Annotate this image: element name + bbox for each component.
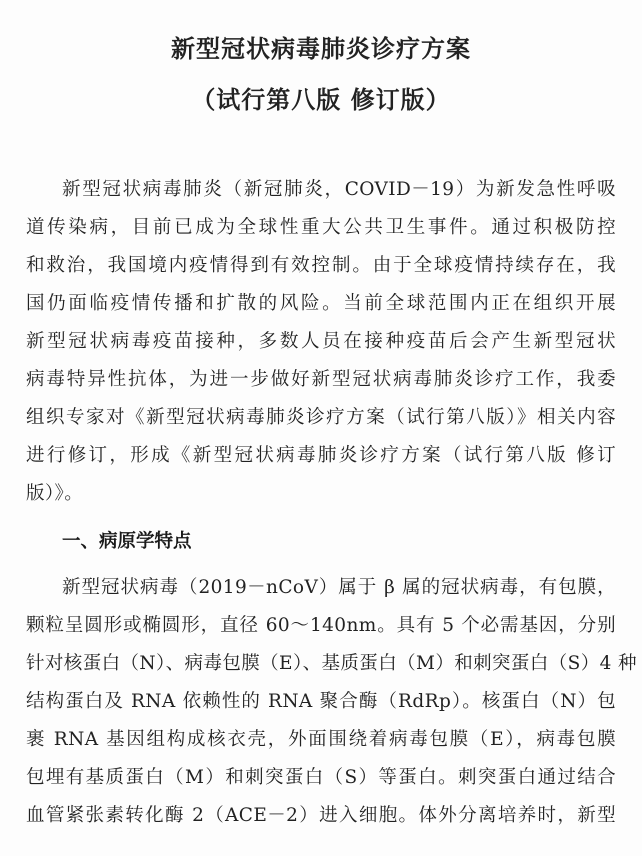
intro-line: 道传染病，目前已成为全球性重大公共卫生事件。通过积极防控 bbox=[26, 217, 616, 238]
document-subtitle: （试行第八版 修订版） bbox=[191, 85, 451, 114]
section-line: 血管紧张素转化酶 2（ACE－2）进入细胞。体外分离培养时，新型 bbox=[26, 805, 616, 826]
section-line: 针对核蛋白（N）、病毒包膜（E）、基质蛋白（M）和刺突蛋白（S）4 种 bbox=[26, 653, 637, 674]
intro-line: 版）》。 bbox=[26, 483, 84, 504]
section-heading: 一、病原学特点 bbox=[62, 531, 192, 552]
intro-line: 国仍面临疫情传播和扩散的风险。当前全球范围内正在组织开展 bbox=[26, 293, 616, 314]
intro-line: 病毒特异性抗体，为进一步做好新型冠状病毒肺炎诊疗工作，我委 bbox=[26, 369, 616, 390]
intro-line: 组织专家对《新型冠状病毒肺炎诊疗方案（试行第八版）》相关内容 bbox=[26, 407, 616, 428]
section-line: 包埋有基质蛋白（M）和刺突蛋白（S）等蛋白。刺突蛋白通过结合 bbox=[26, 767, 616, 788]
section-line: 新型冠状病毒（2019－nCoV）属于 β 属的冠状病毒，有包膜， bbox=[62, 577, 616, 598]
section-line: 裹 RNA 基因组构成核衣壳，外面围绕着病毒包膜（E），病毒包膜 bbox=[26, 729, 616, 750]
section-line: 颗粒呈圆形或椭圆形，直径 60～140nm。具有 5 个必需基因，分别 bbox=[26, 615, 616, 636]
document-title: 新型冠状病毒肺炎诊疗方案 bbox=[171, 34, 471, 63]
intro-line: 进行修订，形成《新型冠状病毒肺炎诊疗方案（试行第八版 修订 bbox=[26, 445, 616, 466]
intro-line: 新型冠状病毒肺炎（新冠肺炎，COVID－19）为新发急性呼吸 bbox=[62, 179, 616, 200]
intro-line: 和救治，我国境内疫情得到有效控制。由于全球疫情持续存在，我 bbox=[26, 255, 616, 276]
intro-line: 新型冠状病毒疫苗接种，多数人员在接种疫苗后会产生新型冠状 bbox=[26, 331, 616, 352]
section-line: 结构蛋白及 RNA 依赖性的 RNA 聚合酶（RdRp）。核蛋白（N）包 bbox=[26, 691, 616, 712]
